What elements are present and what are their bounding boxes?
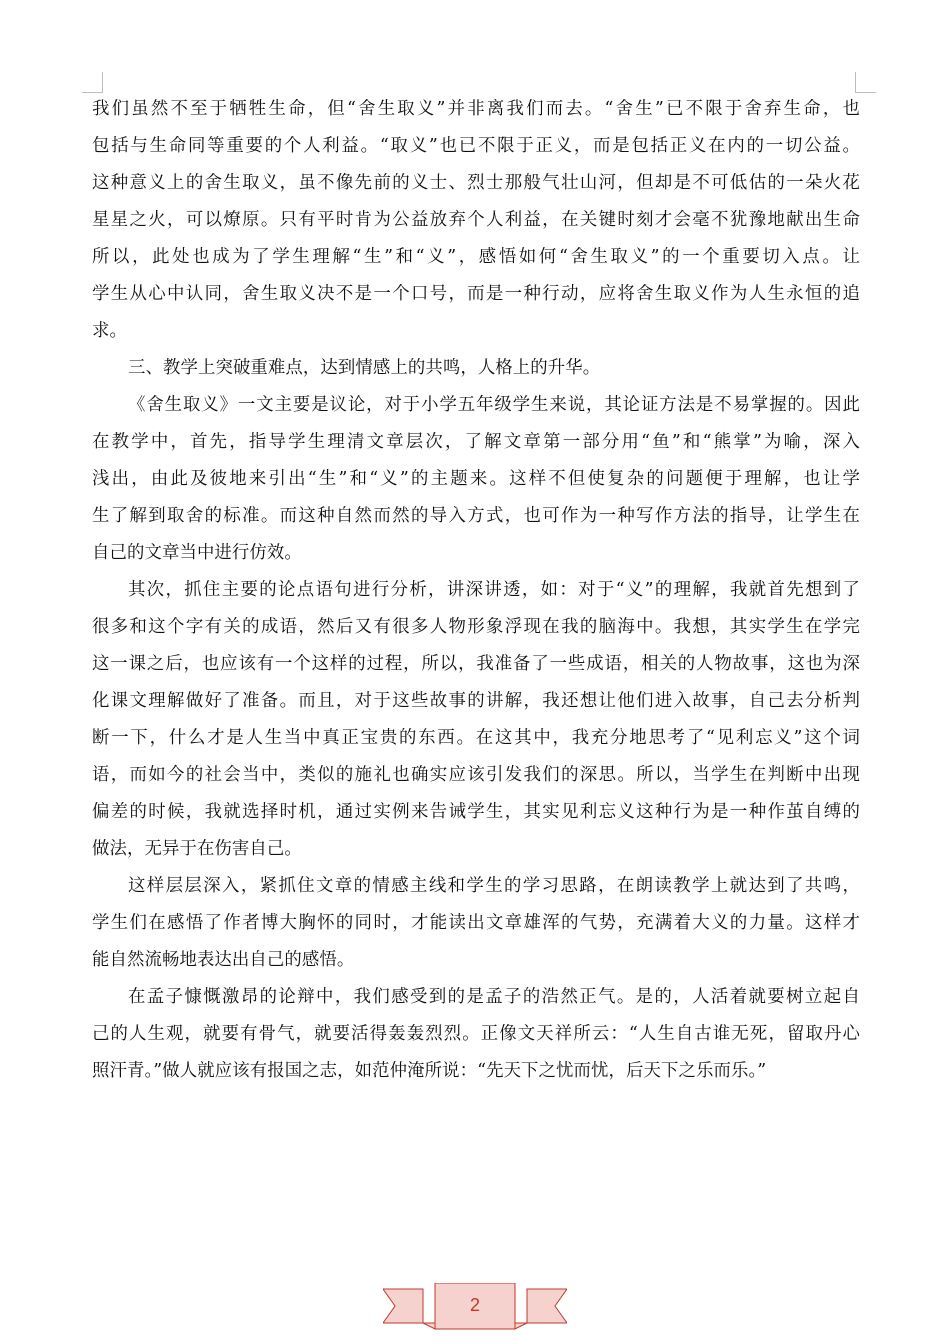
text-line: 生了解到取舍的标准。而这种自然而然的导入方式，也可作为一种写作方法的指导，让学生在 xyxy=(92,506,860,526)
paragraph xyxy=(92,387,860,572)
text-line: 很多和这个字有关的成语，然后又有很多人物形象浮现在我的脑海中。我想，其实学生在学完 xyxy=(92,617,860,637)
text-line: 包括与生命同等重要的个人利益。“取义”也已不限于正义，而是包括正义在内的一切公益。 xyxy=(92,136,860,156)
text-line: 能自然流畅地表达出自己的感悟。 xyxy=(92,950,355,970)
ribbon-right-fold xyxy=(515,1323,527,1329)
text-line: 照汗青。”做人就应该有报国之志，如范仲淹所说：“先天下之忧而忧，后天下之乐而乐。” xyxy=(92,1061,767,1081)
text-line: 这样层层深入，紧抓住文章的情感主线和学生的学习思路，在朗读教学上就达到了共鸣， xyxy=(128,876,860,896)
text-line: 学生从心中认同，舍生取义决不是一个口号，而是一种行动，应将舍生取义作为人生永恒的追 xyxy=(92,284,860,304)
text-line: 星星之火，可以燎原。只有平时肯为公益放弃个人利益，在关键时刻才会毫不犹豫地献出生命 xyxy=(92,210,860,230)
paragraph xyxy=(92,91,860,350)
text-line: 其次，抓住主要的论点语句进行分析，讲深讲透，如：对于“义”的理解，我就首先想到了 xyxy=(128,580,860,600)
text-line: 浅出，由此及彼地来引出“生”和“义”的主题来。这样不但使复杂的问题便于理解，也让学 xyxy=(92,469,860,489)
text-line: 自己的文章当中进行仿效。 xyxy=(92,543,302,563)
text-line: 所以，此处也成为了学生理解“生”和“义”，感悟如何“舍生取义”的一个重要切入点。让 xyxy=(92,247,860,267)
text-line: 在教学中，首先，指导学生理清文章层次，了解文章第一部分用“鱼”和“熊掌”为喻，深入 xyxy=(92,432,860,452)
text-line: 在孟子慷慨激昂的论辩中，我们感受到的是孟子的浩然正气。是的，人活着就要树立起自 xyxy=(128,987,860,1007)
text-line: 学生们在感悟了作者博大胸怀的同时，才能读出文章雄浑的气势，充满着大义的力量。这样才 xyxy=(92,913,860,933)
text-line: 语，而如今的社会当中，类似的施礼也确实应该引发我们的深思。所以，当学生在判断中出现 xyxy=(92,765,860,785)
crop-mark-top-right xyxy=(855,72,876,93)
paragraph xyxy=(92,572,860,868)
page-number: 2 xyxy=(469,1295,480,1315)
document-body xyxy=(92,91,860,1090)
text-line: 《舍生取义》一文主要是议论，对于小学五年级学生来说，其论证方法是不易掌握的。因此 xyxy=(128,395,860,415)
text-line: 化课文理解做好了准备。而且，对于这些故事的讲解，我还想让他们进入故事，自己去分析判 xyxy=(92,691,860,711)
crop-mark-top-left xyxy=(82,72,103,93)
text-line: 己的人生观，就要有骨气，就要活得轰轰烈烈。正像文天祥所云：“人生自古谁无死，留取丹心 xyxy=(92,1024,860,1044)
text-line: 做法，无异于在伤害自己。 xyxy=(92,839,302,859)
paragraph xyxy=(92,350,860,387)
text-line: 断一下，什么才是人生当中真正宝贵的东西。在这其中，我充分地思考了“见利忘义”这个词 xyxy=(92,728,860,748)
text-line: 这种意义上的舍生取义，虽不像先前的义士、烈士那般气壮山河，但却是不可低估的一朵火花 xyxy=(92,173,860,193)
text-line: 这一课之后，也应该有一个这样的过程，所以，我准备了一些成语，相关的人物故事，这也为深 xyxy=(92,654,860,674)
text-line: 我们虽然不至于牺牲生命，但“舍生取义”并非离我们而去。“舍生”已不限于舍弃生命，也 xyxy=(92,99,860,119)
ribbon-left-fold xyxy=(423,1323,435,1329)
page-number-ribbon xyxy=(383,1283,567,1331)
text-line: 求。 xyxy=(92,321,127,341)
text-line: 三、教学上突破重难点，达到情感上的共鸣，人格上的升华。 xyxy=(128,358,601,378)
paragraph xyxy=(92,979,860,1090)
text-line: 偏差的时候，我就选择时机，通过实例来告诫学生，其实见利忘义这种行为是一种作茧自缚的 xyxy=(92,802,860,822)
paragraph xyxy=(92,868,860,979)
